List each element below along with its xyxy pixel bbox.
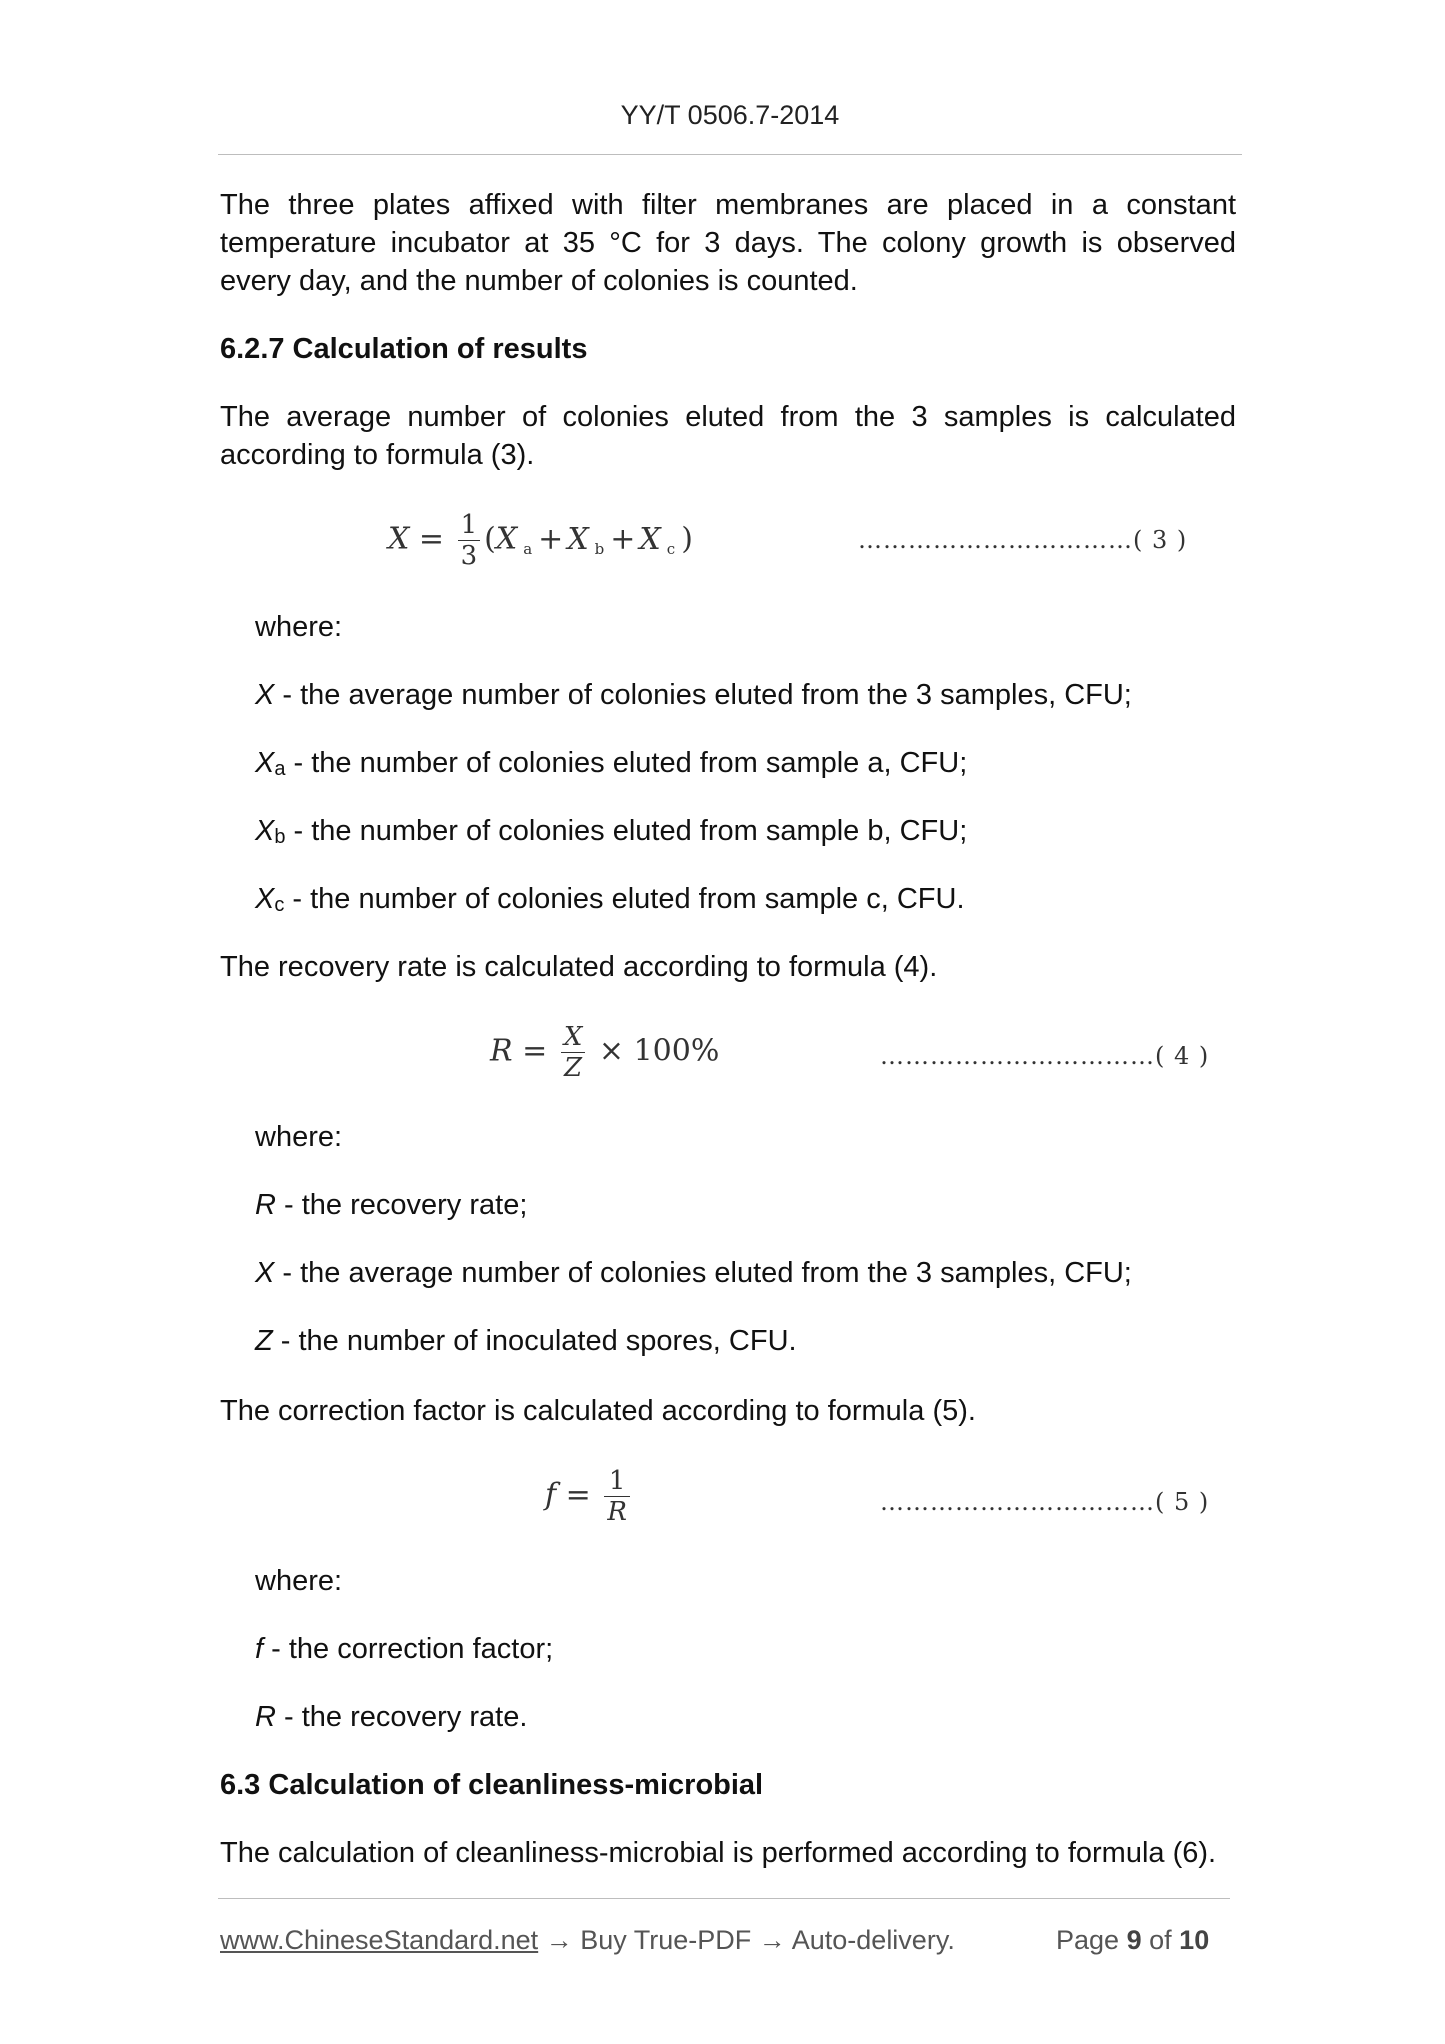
formula-5-fraction bbox=[604, 1466, 630, 1527]
definition-r-symbol: R bbox=[255, 1189, 276, 1221]
definition-r-repeat bbox=[255, 1698, 527, 1736]
formula-3-number: ……………………………( 3 ) bbox=[858, 526, 1188, 554]
formula-3-open-paren: ( bbox=[484, 521, 496, 557]
formula-3-sub-a: a bbox=[523, 539, 533, 558]
formula-3-numerator: 1 bbox=[460, 510, 478, 540]
definition-x-repeat bbox=[255, 1254, 1132, 1292]
definition-xc bbox=[255, 880, 965, 921]
footer-link[interactable]: www.ChineseStandard.net bbox=[220, 1925, 539, 1955]
formula-3-term-b: X bbox=[567, 521, 589, 557]
definition-xb-subscript: b bbox=[274, 826, 286, 848]
where-label-1: where: bbox=[255, 611, 343, 643]
footer-pagination bbox=[1056, 1925, 1209, 1956]
definition-xa-symbol: X bbox=[255, 747, 275, 779]
formula-3-close-paren: ) bbox=[681, 521, 693, 557]
formula-4-number: ……………………………( 4 ) bbox=[880, 1042, 1210, 1070]
formula-5-eq: = bbox=[565, 1477, 591, 1513]
footer-of-label: of bbox=[1149, 1925, 1172, 1955]
formula-3-term-a: X bbox=[495, 521, 518, 557]
paragraph-recovery: The recovery rate is calculated according to formula (4). bbox=[220, 951, 938, 983]
formula-3-eq: = bbox=[418, 521, 445, 557]
definition-r-text: - the recovery rate; bbox=[275, 1189, 528, 1221]
definition-x-repeat-symbol: X bbox=[255, 1257, 275, 1289]
definition-r-repeat-text: - the recovery rate. bbox=[275, 1701, 528, 1733]
formula-3-plus-1: + bbox=[538, 521, 564, 557]
definition-r-repeat-symbol: R bbox=[255, 1701, 276, 1733]
formula-4-lhs: R bbox=[490, 1033, 513, 1069]
definition-xc-text: - the number of colonies eluted from sample c, CFU. bbox=[284, 883, 965, 915]
definition-x-text: - the average number of colonies eluted from the 3 samples, CFU; bbox=[274, 679, 1132, 711]
paragraph-incubation: The three plates affixed with filter membranes are placed in a constant temperature incubator at 35 °C for 3 days. The colony growth is observed every day, and the number of colonies is counted. bbox=[220, 189, 1236, 297]
definition-xc-symbol: X bbox=[255, 883, 275, 915]
heading-6-2-7: 6.2.7 Calculation of results bbox=[220, 333, 588, 365]
paragraph-cleanliness: The calculation of cleanliness-microbial is performed according to formula (6). bbox=[220, 1837, 1217, 1869]
definition-z-text: - the number of inoculated spores, CFU. bbox=[272, 1325, 797, 1357]
where-label-3: where: bbox=[255, 1565, 343, 1597]
formula-3-term-c: X bbox=[639, 521, 661, 557]
formula-5-lhs: f bbox=[545, 1477, 557, 1513]
definition-xb-text: - the number of colonies eluted from sample b, CFU; bbox=[285, 815, 968, 847]
heading-6-3: 6.3 Calculation of cleanliness-microbial bbox=[220, 1769, 764, 1801]
formula-3-lhs: X bbox=[388, 521, 410, 557]
definition-xa-text: - the number of colonies eluted from sample a, CFU; bbox=[285, 747, 968, 779]
formula-4-eq: = bbox=[522, 1033, 548, 1069]
footer-rule bbox=[218, 1898, 1230, 1899]
formula-4-denominator: Z bbox=[561, 1052, 586, 1083]
formula-5-numerator: 1 bbox=[608, 1466, 626, 1496]
formula-5-denominator: R bbox=[604, 1496, 630, 1527]
formula-4-rest: × 100% bbox=[598, 1033, 720, 1069]
formula-4 bbox=[490, 1022, 719, 1083]
definition-f-text: - the correction factor; bbox=[263, 1633, 554, 1665]
formula-3-sub-c: c bbox=[666, 539, 676, 558]
footer-page-label: Page bbox=[1056, 1925, 1120, 1955]
header-rule bbox=[218, 154, 1242, 155]
formula-5 bbox=[545, 1466, 634, 1527]
definition-x bbox=[255, 676, 1132, 714]
formula-3 bbox=[388, 510, 693, 571]
paragraph-average: The average number of colonies eluted from the 3 samples is calculated according to formula (3). bbox=[220, 401, 1236, 471]
footer-page-number: 9 bbox=[1126, 1925, 1142, 1955]
definition-xa-subscript: a bbox=[274, 758, 286, 780]
definition-xa bbox=[255, 744, 967, 785]
formula-3-denominator: 3 bbox=[458, 540, 481, 571]
definition-x-symbol: X bbox=[255, 679, 275, 711]
formula-4-fraction bbox=[561, 1022, 586, 1083]
formula-3-fraction bbox=[458, 510, 481, 571]
definition-z bbox=[255, 1322, 797, 1360]
definition-xb bbox=[255, 812, 967, 853]
definition-xc-subscript: c bbox=[274, 894, 285, 916]
formula-3-plus-2: + bbox=[610, 521, 636, 557]
definition-f bbox=[255, 1630, 553, 1668]
definition-r bbox=[255, 1186, 527, 1224]
definition-z-symbol: Z bbox=[255, 1325, 273, 1357]
definition-x-repeat-text: - the average number of colonies eluted from the 3 samples, CFU; bbox=[274, 1257, 1132, 1289]
formula-4-numerator: X bbox=[563, 1022, 583, 1052]
definition-xb-symbol: X bbox=[255, 815, 275, 847]
formula-5-number: ……………………………( 5 ) bbox=[880, 1488, 1210, 1516]
definition-f-symbol: f bbox=[255, 1633, 264, 1665]
formula-3-sub-b: b bbox=[594, 539, 605, 558]
page-header: YY/T 0506.7-2014 bbox=[620, 100, 840, 130]
footer-page-total: 10 bbox=[1179, 1925, 1210, 1955]
where-label-2: where: bbox=[255, 1121, 343, 1153]
footer-tagline: → Buy True-PDF → Auto-delivery. bbox=[538, 1925, 955, 1955]
paragraph-correction: The correction factor is calculated according to formula (5). bbox=[220, 1395, 976, 1427]
footer-left bbox=[220, 1925, 955, 1956]
